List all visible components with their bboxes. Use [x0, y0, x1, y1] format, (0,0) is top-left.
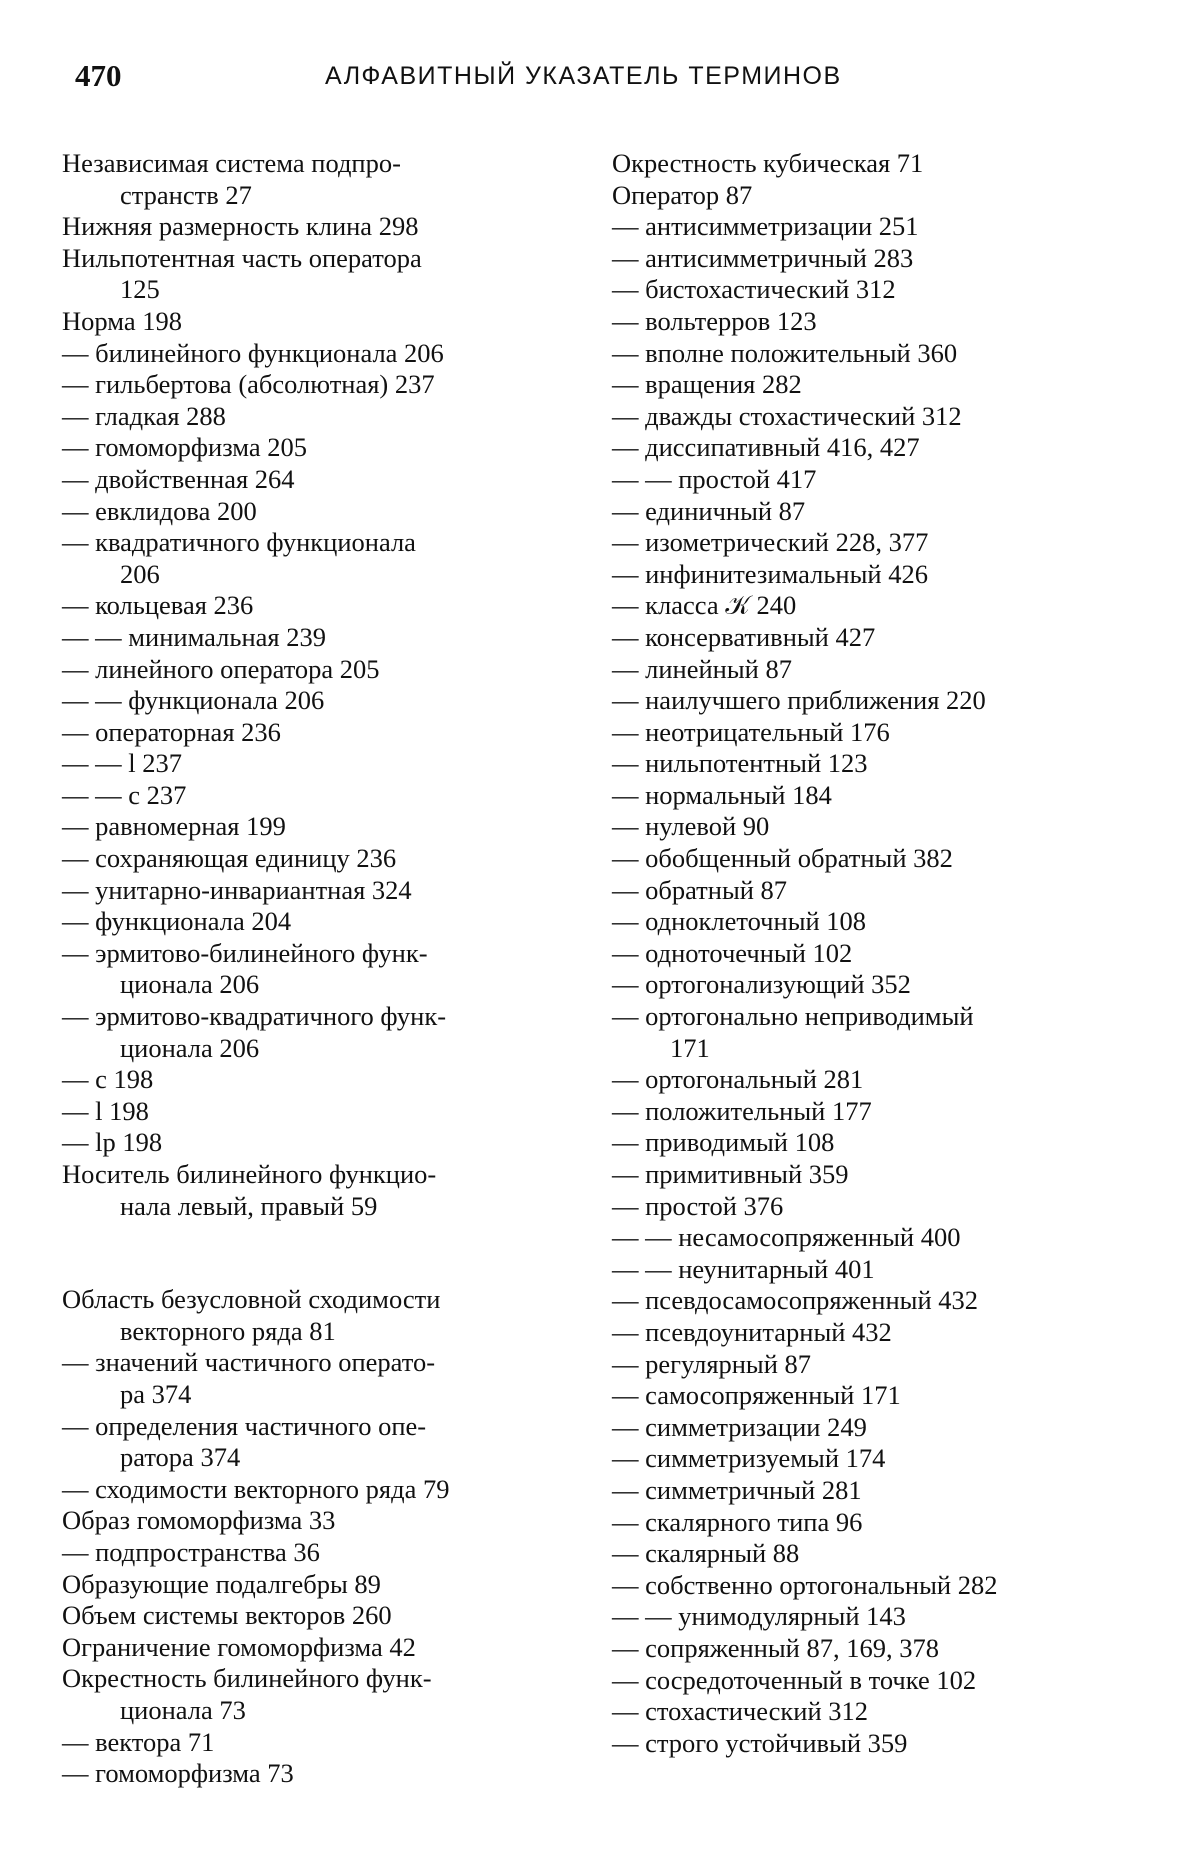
- index-entry: [62, 527, 570, 590]
- index-entry: [62, 1727, 570, 1759]
- index-entry-text: — дважды стохастический 312: [612, 400, 962, 431]
- index-entry-text: — диссипативный 416, 427: [612, 432, 920, 463]
- index-entry-text: — сопряженный 87, 169, 378: [612, 1632, 939, 1663]
- index-entry: [612, 1380, 1132, 1412]
- index-entry: [62, 685, 570, 717]
- index-entry: [62, 780, 570, 812]
- index-entry-text: — симметризации 249: [612, 1411, 867, 1442]
- index-entry: [62, 1347, 570, 1410]
- index-entry: [612, 622, 1132, 654]
- index-entry-text: Носитель билинейного функцио-: [62, 1159, 437, 1189]
- index-entry: [62, 401, 570, 433]
- index-entry-text: — бистохастический 312: [612, 274, 896, 305]
- index-entry-text: — ортогональный 281: [612, 1064, 864, 1095]
- index-entry-text: — унитарно-инвариантная 324: [62, 874, 412, 905]
- index-entry-text: — сходимости векторного ряда 79: [62, 1473, 450, 1504]
- index-entry-continuation: ционала 206: [120, 1032, 260, 1063]
- index-entry-text: — — несамосопряженный 400: [612, 1222, 961, 1253]
- index-entry: [612, 1317, 1132, 1349]
- index-entry: [62, 906, 570, 938]
- index-entry-text: — функционала 204: [62, 906, 292, 937]
- index-entry-text: Ограничение гомоморфизма 42: [62, 1631, 416, 1662]
- index-entry: [612, 432, 1132, 464]
- index-entry: [612, 875, 1132, 907]
- index-column-left: [62, 148, 570, 1790]
- section-gap: [62, 1222, 570, 1284]
- index-entry-text: — линейного оператора 205: [62, 653, 380, 684]
- index-entry: [62, 748, 570, 780]
- index-entry: [612, 717, 1132, 749]
- index-entry: [62, 1001, 570, 1064]
- index-entry-continuation: странств 27: [120, 179, 252, 210]
- index-entry-text: — изометрический 228, 377: [612, 527, 929, 558]
- index-entry-text: — кольцевая 236: [62, 590, 254, 621]
- index-entry-text: — псевдосамосопряженный 432: [612, 1285, 979, 1316]
- index-entry: [612, 180, 1132, 212]
- index-entry-text: — самосопряженный 171: [612, 1380, 901, 1411]
- index-entry-text: — консервативный 427: [612, 621, 876, 652]
- index-entry: [62, 496, 570, 528]
- index-entry-text: — евклидова 200: [62, 495, 257, 526]
- index-entry: [612, 1475, 1132, 1507]
- index-entry-text: — вольтерров 123: [612, 305, 817, 336]
- index-entry-text: — собственно ортогональный 282: [612, 1569, 998, 1600]
- index-entry-continuation: ционала 73: [120, 1694, 246, 1725]
- index-entry: [612, 1538, 1132, 1570]
- index-entry: [612, 1285, 1132, 1317]
- index-entry-text: — скалярный 88: [612, 1538, 800, 1569]
- index-entry-text: — — унимодулярный 143: [612, 1601, 906, 1632]
- index-entry-text: — сосредоточенный в точке 102: [612, 1664, 977, 1695]
- index-entry: [612, 274, 1132, 306]
- index-entry-text: — примитивный 359: [612, 1159, 849, 1189]
- index-entry-text: — наилучшего приближения 220: [612, 685, 986, 716]
- index-entry: [62, 306, 570, 338]
- index-entry-text: — приводимый 108: [612, 1127, 835, 1158]
- index-entry-continuation: 171: [670, 1032, 710, 1063]
- index-entry: [62, 1505, 570, 1537]
- index-entry: [612, 1601, 1132, 1633]
- index-entry: [612, 1064, 1132, 1096]
- index-entry-text: — определения частичного опе-: [62, 1410, 427, 1441]
- index-entry-text: — строго устойчивый 359: [612, 1727, 908, 1758]
- index-entry: [612, 1665, 1132, 1697]
- index-entry: [612, 559, 1132, 591]
- index-entry: [612, 843, 1132, 875]
- index-entry: [62, 1284, 570, 1347]
- index-entry-text: — подпространства 36: [62, 1536, 320, 1567]
- index-entry-text: — одноточечный 102: [612, 937, 853, 968]
- index-entry: [612, 306, 1132, 338]
- index-entry-text: Нижняя размерность клина 298: [62, 211, 419, 242]
- index-entry: [612, 1254, 1132, 1286]
- index-entry: [612, 148, 1132, 180]
- index-entry-text: — гладкая 288: [62, 400, 226, 431]
- index-entry-text: Оператор 87: [612, 179, 753, 210]
- index-entry-text: — — c 237: [62, 779, 187, 810]
- index-entry-text: — обратный 87: [612, 874, 788, 905]
- index-entry: [612, 464, 1132, 496]
- index-entry: [62, 432, 570, 464]
- index-entry-text: — положительный 177: [612, 1095, 872, 1126]
- index-entry: [612, 1728, 1132, 1760]
- index-entry-continuation: векторного ряда 81: [120, 1315, 336, 1346]
- index-entry-continuation: нала левый, правый 59: [120, 1190, 378, 1221]
- index-entry-text: Нильпотентная часть оператора: [62, 242, 422, 273]
- index-entry-text: — инфинитезимальный 426: [612, 558, 928, 589]
- index-entry: [612, 748, 1132, 780]
- index-entry-text: — обобщенный обратный 382: [612, 843, 953, 874]
- index-entry: [62, 622, 570, 654]
- index-entry: [612, 654, 1132, 686]
- index-entry: [612, 1507, 1132, 1539]
- index-entry: [612, 1570, 1132, 1602]
- index-entry-text: — равномерная 199: [62, 811, 286, 842]
- index-entry: [62, 369, 570, 401]
- index-entry-text: — антисимметричный 283: [612, 242, 914, 273]
- index-entry-text: — нильпотентный 123: [612, 748, 868, 779]
- index-entry: [612, 1349, 1132, 1381]
- index-entry: [62, 1632, 570, 1664]
- index-entry-text: — гомоморфизма 73: [62, 1758, 294, 1789]
- index-entry-continuation: ционала 206: [120, 969, 260, 1000]
- index-entry-text: — псевдоунитарный 432: [612, 1316, 892, 1347]
- index-entry-text: — квадратичного функционала: [62, 527, 416, 558]
- index-entry: [62, 1096, 570, 1128]
- index-entry-text: — линейный 87: [612, 653, 792, 684]
- index-entry: [612, 938, 1132, 970]
- index-entry: [612, 780, 1132, 812]
- index-entry-text: — l 198: [62, 1095, 149, 1126]
- index-entry: [62, 811, 570, 843]
- index-entry-continuation: ра 374: [120, 1378, 192, 1409]
- index-entry: [612, 401, 1132, 433]
- index-entry-text: — — минимальная 239: [62, 621, 326, 652]
- index-entry-text: — вполне положительный 360: [612, 337, 958, 368]
- index-entry: [62, 211, 570, 243]
- index-entry-text: — нормальный 184: [612, 779, 832, 810]
- index-entry-continuation: ратора 374: [120, 1442, 241, 1473]
- index-entry: [62, 464, 570, 496]
- index-entry-text: — двойственная 264: [62, 463, 295, 494]
- index-entry: [62, 1127, 570, 1159]
- index-entry-text: Область безусловной сходимости: [62, 1284, 441, 1315]
- index-entry: [62, 1663, 570, 1726]
- index-entry: [612, 1191, 1132, 1223]
- index-entry: [612, 338, 1132, 370]
- index-entry-text: — эрмитово-квадратичного функ-: [62, 1001, 447, 1032]
- index-entry: [612, 527, 1132, 559]
- index-entry-text: Окрестность билинейного функ-: [62, 1663, 432, 1694]
- index-entry: [62, 148, 570, 211]
- index-entry: [62, 590, 570, 622]
- index-entry: [62, 1159, 570, 1222]
- index-entry-continuation: 206: [120, 558, 160, 589]
- index-entry: [612, 1001, 1132, 1064]
- index-entry: [62, 338, 570, 370]
- index-entry: [612, 906, 1132, 938]
- index-entry: [612, 685, 1132, 717]
- index-entry: [62, 1600, 570, 1632]
- index-entry: [62, 654, 570, 686]
- index-entry-text: — симметричный 281: [612, 1474, 862, 1505]
- index-entry-text: — вектора 71: [62, 1726, 215, 1757]
- index-entry-text: — простой 376: [612, 1190, 784, 1221]
- index-entry: [612, 1412, 1132, 1444]
- index-entry-text: Норма 198: [62, 305, 182, 336]
- index-entry-text: — операторная 236: [62, 716, 281, 747]
- index-entry: [612, 211, 1132, 243]
- index-entry-text: Независимая система подпро-: [62, 148, 401, 178]
- index-entry-text: — скалярного типа 96: [612, 1506, 863, 1537]
- index-entry: [62, 875, 570, 907]
- index-entry-text: — — функционала 206: [62, 685, 325, 716]
- index-entry: [612, 1096, 1132, 1128]
- index-entry-text: — стохастический 312: [612, 1696, 869, 1727]
- index-entry-text: — вращения 282: [612, 369, 802, 400]
- index-entry: [62, 1474, 570, 1506]
- index-entry: [62, 1064, 570, 1096]
- index-entry: [62, 1537, 570, 1569]
- index-entry-text: — ортогонально неприводимый: [612, 1001, 974, 1032]
- index-entry-text: — гомоморфизма 205: [62, 432, 308, 463]
- index-entry-text: — одноклеточный 108: [612, 906, 867, 937]
- index-entry-text: — симметризуемый 174: [612, 1443, 886, 1474]
- index-entry-text: Окрестность кубическая 71: [612, 148, 924, 178]
- running-title: АЛФАВИТНЫЙ УКАЗАТЕЛЬ ТЕРМИНОВ: [325, 62, 842, 90]
- index-entry-text: — c 198: [62, 1064, 154, 1095]
- index-entry-text: — единичный 87: [612, 495, 806, 526]
- index-entry-text: — сохраняющая единицу 236: [62, 843, 397, 874]
- index-entry: [612, 1222, 1132, 1254]
- index-entry-text: — регулярный 87: [612, 1348, 812, 1379]
- index-entry-text: — lp 198: [62, 1127, 163, 1158]
- index-entry-text: — нулевой 90: [612, 811, 770, 842]
- index-column-right: [612, 148, 1132, 1759]
- index-entry: [62, 243, 570, 306]
- index-entry: [62, 717, 570, 749]
- index-entry: [612, 1696, 1132, 1728]
- index-entry-text: — ортогонализующий 352: [612, 969, 911, 1000]
- index-entry-text: — значений частичного операто-: [62, 1347, 436, 1378]
- index-entry-text: — гильбертова (абсолютная) 237: [62, 369, 435, 400]
- index-entry-text: Объем системы векторов 260: [62, 1600, 392, 1631]
- index-entry-text: — эрмитово-билинейного функ-: [62, 937, 428, 968]
- index-entry: [612, 1633, 1132, 1665]
- index-entry-text: — — l 237: [62, 748, 182, 779]
- index-entry: [612, 1159, 1132, 1191]
- index-entry-text: — антисимметризации 251: [612, 211, 919, 242]
- index-entry-text: — неотрицательный 176: [612, 716, 890, 747]
- index-entry: [612, 496, 1132, 528]
- index-entry: [612, 1127, 1132, 1159]
- page-number: 470: [75, 58, 122, 93]
- index-entry: [612, 369, 1132, 401]
- index-entry: [612, 243, 1132, 275]
- index-entry: [62, 1758, 570, 1790]
- index-entry-continuation: 125: [120, 274, 160, 305]
- index-entry: [62, 843, 570, 875]
- index-entry-text: Образ гомоморфизма 33: [62, 1505, 336, 1536]
- index-entry: [62, 938, 570, 1001]
- index-entry: [62, 1411, 570, 1474]
- index-entry-text: — — простой 417: [612, 463, 817, 494]
- index-entry-text: Образующие подалгебры 89: [62, 1568, 381, 1599]
- index-entry: [612, 969, 1132, 1001]
- index-entry-text: — билинейного функционала 206: [62, 337, 444, 368]
- index-entry-text: — класса 𝒦 240: [612, 590, 797, 621]
- index-entry: [612, 1443, 1132, 1475]
- index-entry: [62, 1569, 570, 1601]
- page-header: [75, 58, 1125, 98]
- index-entry: [612, 811, 1132, 843]
- index-entry-text: — — неунитарный 401: [612, 1253, 875, 1284]
- index-entry: [612, 590, 1132, 622]
